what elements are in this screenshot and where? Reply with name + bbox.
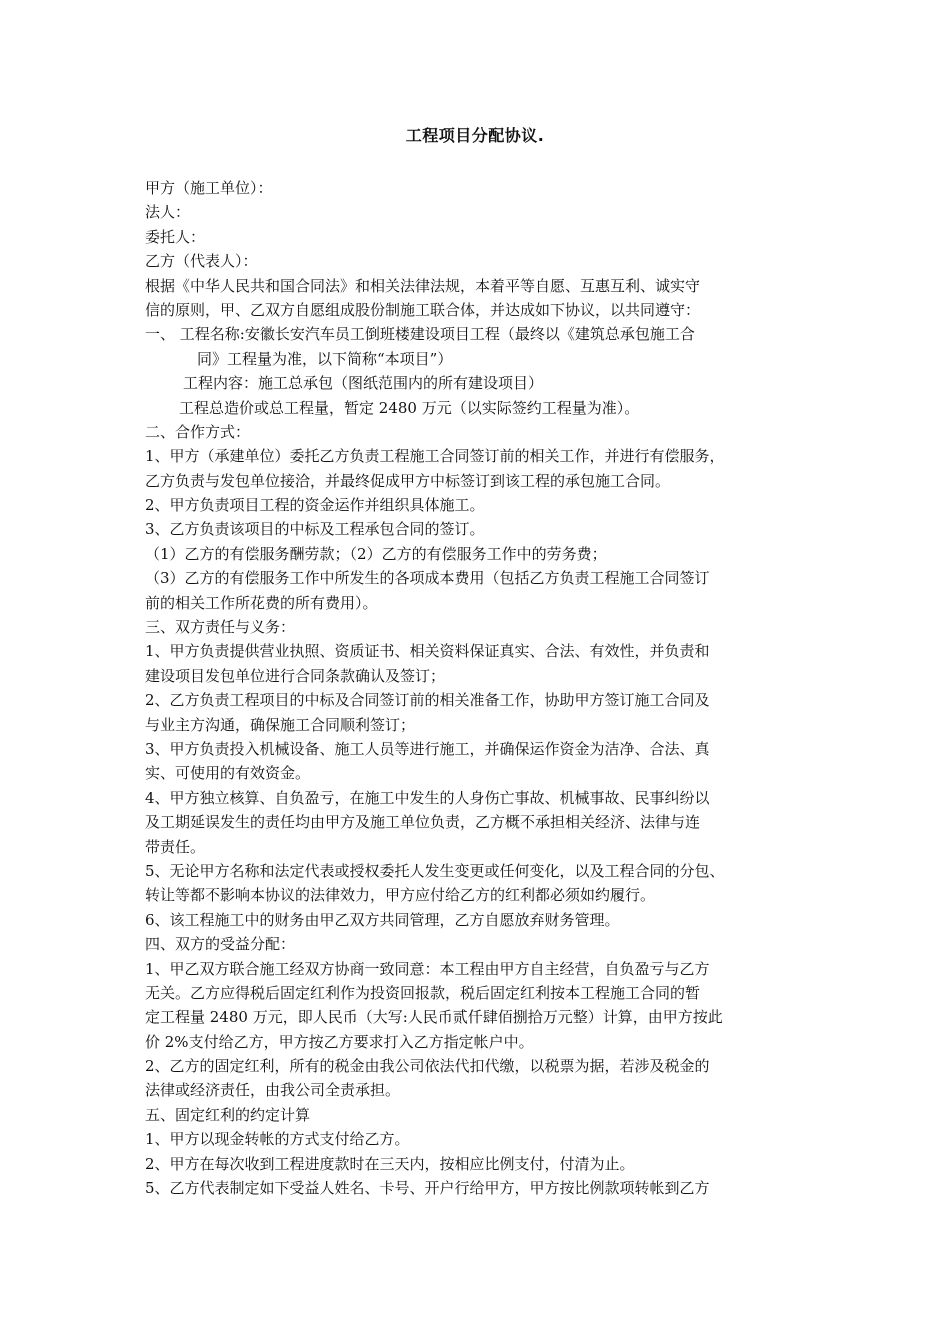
section-heading: 二、合作方式： [145,422,251,441]
text-line: 1、甲方负责提供营业执照、资质证书、相关资料保证真实、合法、有效性，并负责和 [145,642,710,661]
section-heading: 四、双方的受益分配： [145,935,296,954]
section-heading: 五、固定红利的约定计算 [145,1105,311,1124]
text-line: （1）乙方的有偿服务酬劳款；（2）乙方的有偿服务工作中的劳务费； [145,544,607,563]
text-line: 2、甲方负责项目工程的资金运作并组织具体施工。 [145,496,485,515]
document-body [145,176,811,1200]
text-line: （3）乙方的有偿服务工作中所发生的各项成本费用（包括乙方负责工程施工合同签订 [145,569,710,588]
text-line: 乙方负责与发包单位接洽，并最终促成甲方中标签订到该工程的承包施工合同。 [145,471,671,490]
text-line: 法律或经济责任，由我公司全责承担。 [145,1081,401,1100]
text-line: 信的原则，甲、乙双方自愿组成股份制施工联合体，并达成如下协议，以共同遵守： [145,300,701,319]
text-line: 3、乙方负责该项目的中标及工程承包合同的签订。 [145,520,485,539]
document-title: 工程项目分配协议. [405,126,545,145]
text-line: 甲方（施工单位）： [145,179,273,197]
text-line: 2、乙方的固定红利，所有的税金由我公司依法代扣代缴，以税票为据，若涉及税金的 [145,1057,710,1076]
text-line: 建设项目发包单位进行合同条款确认及签订； [145,666,446,685]
text-line: 无关。乙方应得税后固定红利作为投资回报款，税后固定红利按本工程施工合同的暂 [145,983,701,1002]
text-line: 乙方（代表人）： [145,252,258,271]
text-line: 2、甲方在每次收到工程进度款时在三天内，按相应比例支付，付清为止。 [145,1154,635,1173]
text-line: 价 2%支付给乙方，甲方按乙方要求打入乙方指定帐户中。 [145,1032,534,1051]
text-line: 1、甲方（承建单位）委托乙方负责工程施工合同签订前的相关工作，并进行有偿服务， [145,447,725,466]
text-line: 转让等都不影响本协议的法律效力，甲方应付给乙方的红利都必须如约履行。 [145,886,656,905]
text-line: 委托人： [145,227,206,246]
text-line: 5、乙方代表制定如下受益人姓名、卡号、开户行给甲方，甲方按比例款项转帐到乙方 [145,1179,710,1198]
text-line: 同》工程量为准，以下简称“本项目”） [197,349,453,368]
text-line: 法人： [145,203,191,222]
section-heading: 一、 工程名称:安徽长安汽车员工倒班楼建设项目工程（最终以《建筑总承包施工合 [145,325,695,344]
section-heading: 三、双方责任与义务： [145,618,296,637]
text-line: 1、甲方以现金转帐的方式支付给乙方。 [145,1130,410,1149]
text-line: 前的相关工作所花费的所有费用）。 [145,593,378,612]
text-line: 根据《中华人民共和国合同法》和相关法律法规，本着平等自愿、互惠互利、诚实守 [145,276,701,295]
text-line: 2、乙方负责工程项目的中标及合同签订前的相关准备工作，协助甲方签订施工合同及 [145,691,710,710]
text-line: 1、甲乙双方联合施工经双方协商一致同意：本工程由甲方自主经营，自负盈亏与乙方 [145,959,710,978]
text-line: 与业主方沟通，确保施工合同顺利签订； [145,715,416,734]
text-line: 6、该工程施工中的财务由甲乙双方共同管理，乙方自愿放弃财务管理。 [145,910,620,929]
text-line: 工程总造价或总工程量，暂定 2480 万元（以实际签约工程量为准）。 [179,398,640,417]
text-line: 3、甲方负责投入机械设备、施工人员等进行施工，并确保运作资金为洁净、合法、真 [145,739,710,758]
text-line: 4、甲方独立核算、自负盈亏，在施工中发生的人身伤亡事故、机械事故、民事纠纷以 [145,788,710,807]
text-line: 及工期延误发生的责任均由甲方及施工单位负责，乙方概不承担相关经济、法律与连 [145,813,701,832]
text-line: 5、无论甲方名称和法定代表或授权委托人发生变更或任何变化，以及工程合同的分包、 [145,861,725,880]
text-line: 工程内容：施工总承包（图纸范围内的所有建设项目） [183,374,544,393]
text-line: 定工程量 2480 万元，即人民币（大写:人民币贰仟肆佰捌拾万元整）计算，由甲方按此 [145,1008,723,1027]
text-line: 实、可使用的有效资金。 [145,764,311,783]
text-line: 带责任。 [145,837,206,856]
